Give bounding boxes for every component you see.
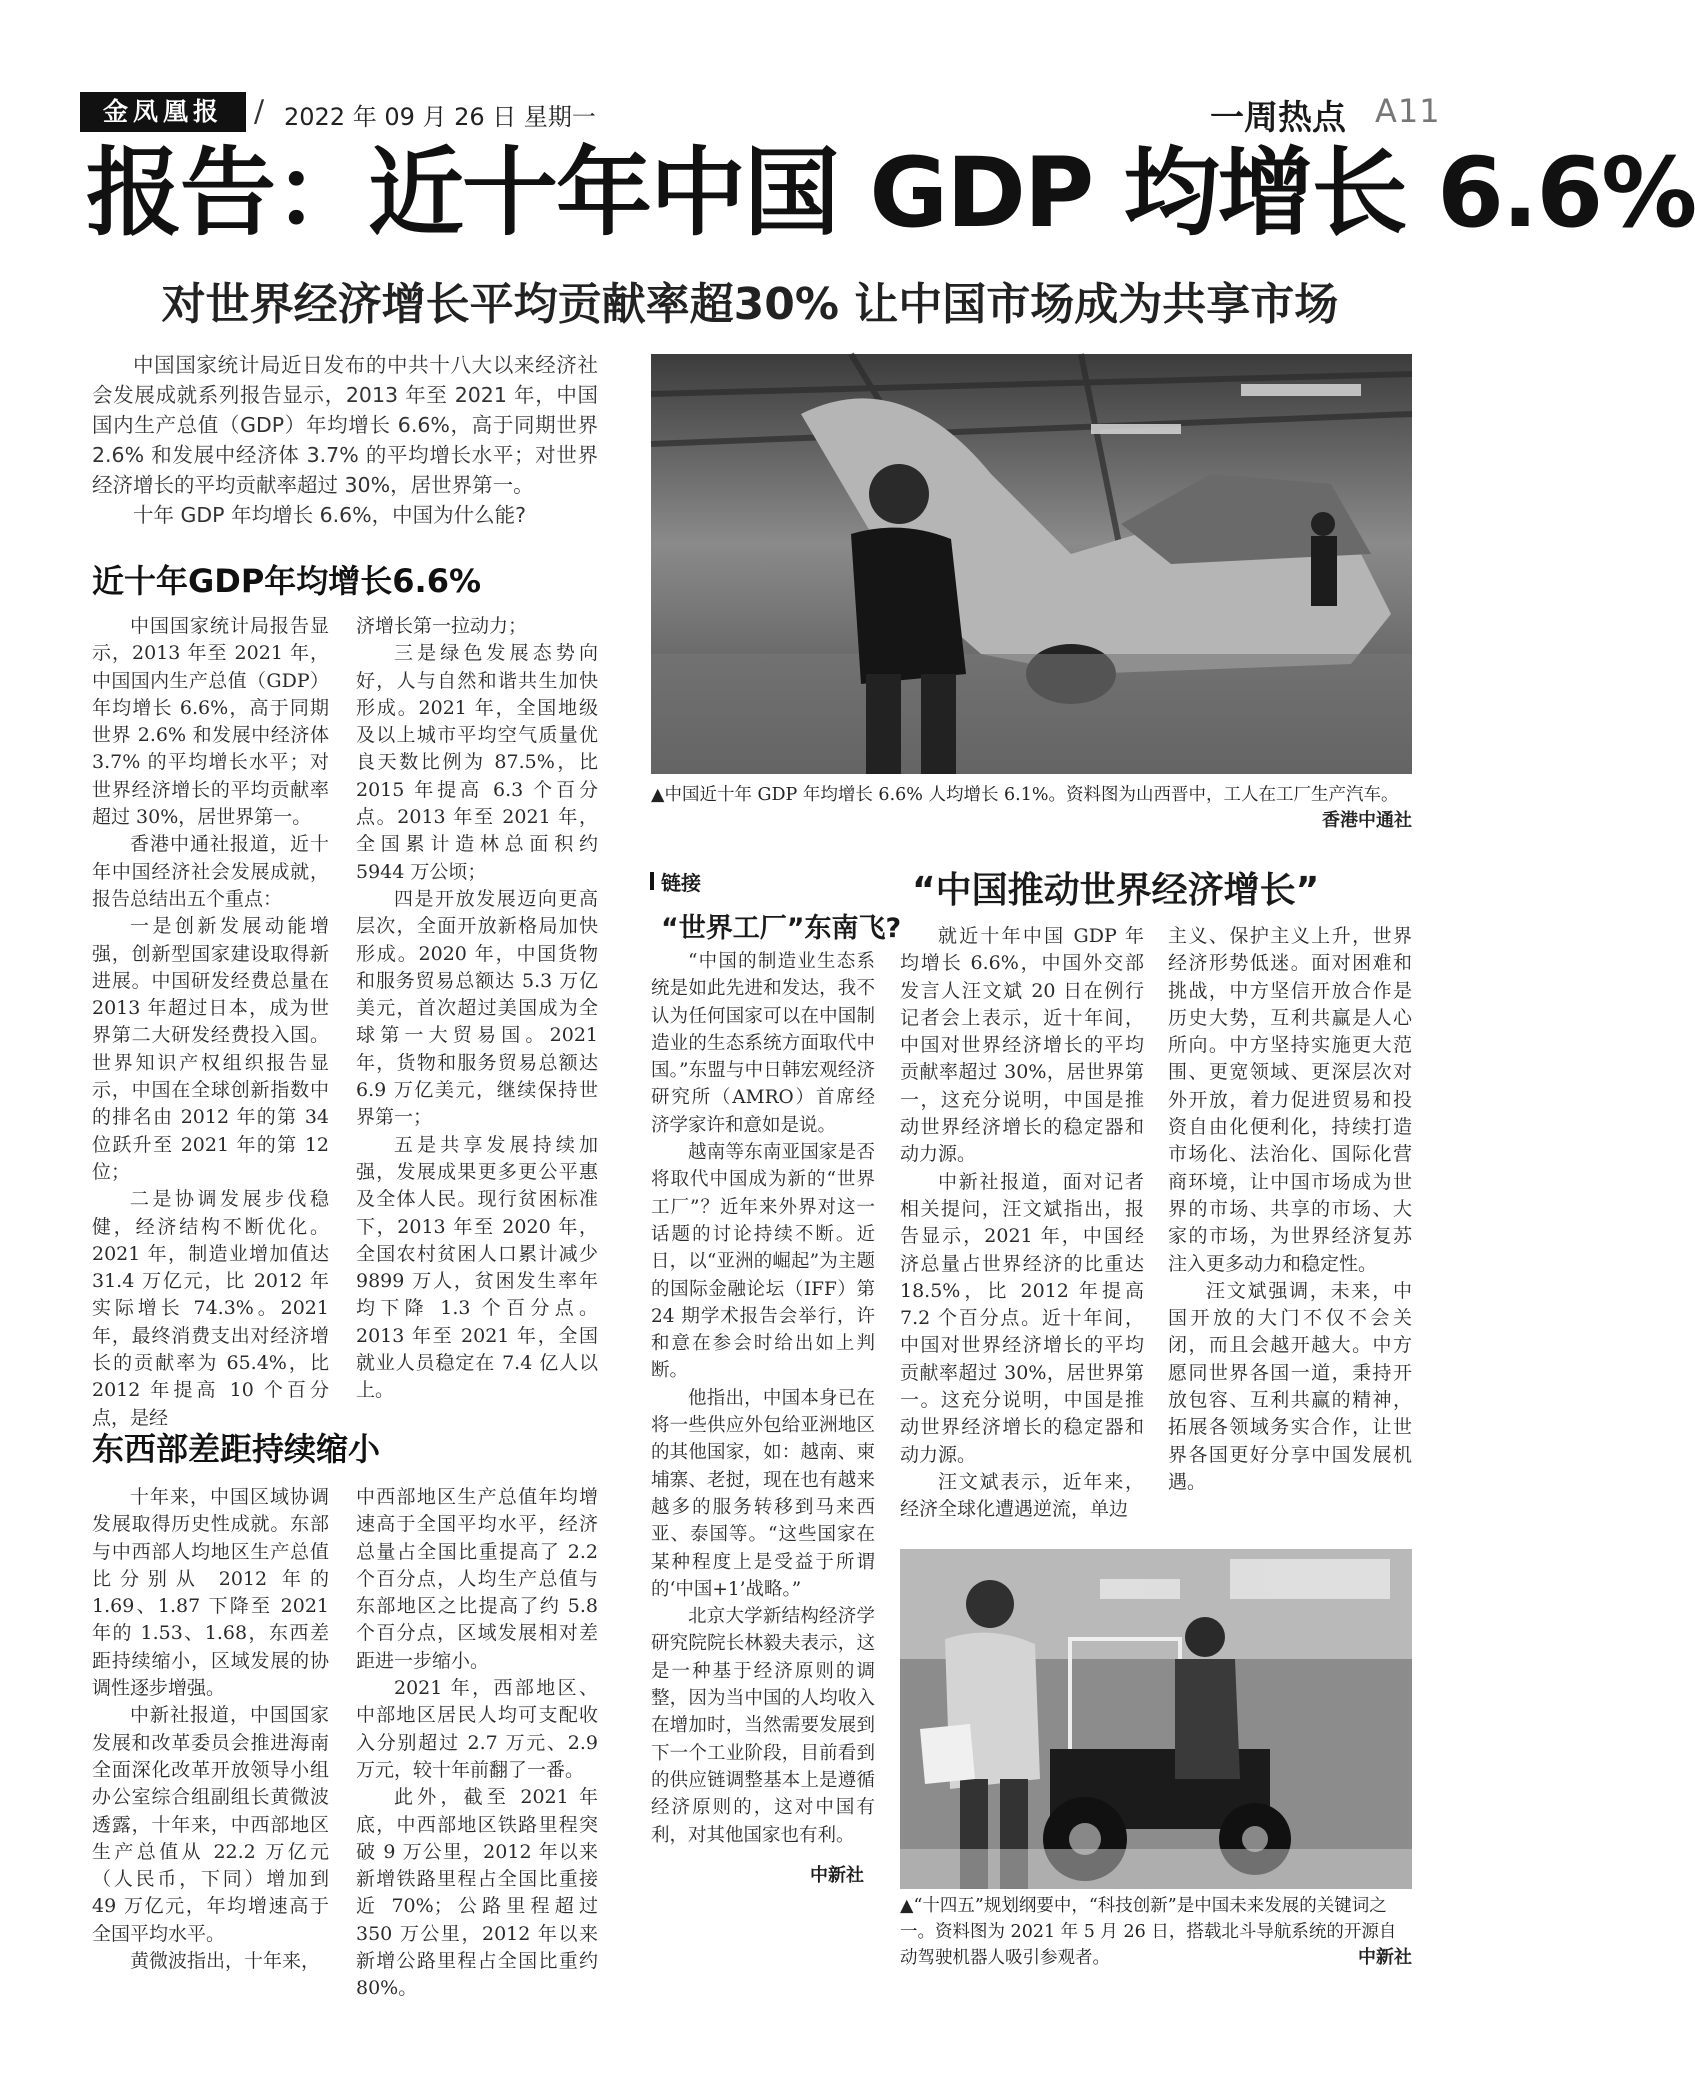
article-paragraph: 中新社报道，面对记者相关提问，汪文斌指出，报告显示，2021 年，中国经济总量占世界经济的比重达 18.5%，比 2012 年提高 7.2 个百分点。近十年间，中国对世界经济增长的平均贡献率超过 30%，居世界第一。这充分说明，中国是推动世界经济增长的稳定器和动力源。 xyxy=(900,1170,1144,1466)
sidebar-paragraph: “中国的制造业生态系统是如此先进和发达，我不认为任何国家可以在中国制造业的生态系统方面取代中国。”东盟与中日韩宏观经济研究所（AMRO）首席经济学家许和意如是说。 xyxy=(651,951,875,1136)
section3-column-right xyxy=(1168,923,1412,1496)
robot-exhibition-image xyxy=(900,1549,1412,1889)
section1-title: 近十年GDP年均增长6.6% xyxy=(92,562,482,600)
section1-column-left xyxy=(92,613,329,1432)
photo2-credit: 中新社 xyxy=(1358,1947,1412,1968)
article-paragraph-continued: 济增长第一拉动力； xyxy=(356,615,528,637)
sidebar-title: “世界工厂”东南飞? xyxy=(661,913,902,944)
photo1-caption-text: ▲中国近十年 GDP 年均增长 6.6% 人均增长 6.1%。资料图为山西晋中，工人在工厂生产汽车。 xyxy=(651,785,1399,805)
article-paragraph: 三是绿色发展态势向好，人与自然和谐共生加快形成。2021 年，全国地级及以上城市平均空气质量优良天数比例为 87.5%，比 2015 年提高 6.3 个百分点。2013 年至 2021 年，全国累计造林总面积约 5944 万公顷； xyxy=(356,642,598,883)
article-paragraph: 一是创新发展动能增强，创新型国家建设取得新进展。中国研发经费总量在 2013 年超过日本，成为世界第二大研发经费投入国。世界知识产权组织报告显示，中国在全球创新指数中的排名由 2012 年的第 34 位跃升至 2021 年的第 12 位； xyxy=(92,915,329,1183)
article-paragraph: 五是共享发展持续加强，发展成果更多更公平惠及全体人民。现行贫困标准下，2013 年至 2020 年，全国农村贫困人口累计减少 9899 万人，贫困发生率年均下降 1.3 个百分点。2013 年至 2021 年，全国就业人员稳定在 7.4 亿人以上。 xyxy=(356,1133,598,1402)
article-paragraph: 十年来，中国区域协调发展取得历史性成就。东部与中西部人均地区生产总值比分别从 2012 年的 1.69、1.87 下降至 2021 年的 1.53、1.68，东西差距持续缩小，区域发展的协调性逐步增强。 xyxy=(92,1486,329,1700)
article-paragraph: 二是协调发展步伐稳健，经济结构不断优化。2021 年，制造业增加值达 31.4 万亿元，比 2012 年实际增长 74.3%。2021 年，最终消费支出对经济增长的贡献率为 65.4%，比 2012 年提高 10 个百分点，是经 xyxy=(92,1188,329,1429)
article-paragraph: 2021 年，西部地区、中部地区居民人均可支配收入分别超过 2.7 万元、2.9 万元，较十年前翻了一番。 xyxy=(356,1677,598,1781)
intro-paragraphs xyxy=(92,350,598,530)
section3-title: “中国推动世界经济增长” xyxy=(912,870,1320,911)
article-paragraph: 汪文斌强调，未来，中国开放的大门不仅不会关闭，而且会越开越大。中方愿同世界各国一道，秉持开放包容、互利共赢的精神，拓展各领域务实合作，让世界各国更好分享中国发展机遇。 xyxy=(1168,1279,1412,1493)
article-paragraph-continued: 主义、保护主义上升，世界经济形势低迷。面对困难和挑战，中方坚信开放合作是历史大势，互利共赢是人心所向。中方坚持实施更大范围、更宽领域、更深层次对外开放，着力促进贸易和投资自由化便利化，持续打造市场化、法治化、国际化营商环境，让中国市场成为世界的市场、共享的市场、大家的市场，为世界经济复苏注入更多动力和稳定性。 xyxy=(1168,925,1412,1275)
section3-column-left xyxy=(900,923,1144,1524)
sidebar-tag: 链接 xyxy=(661,871,701,895)
photo-car-factory xyxy=(651,354,1412,774)
section1-column-right xyxy=(356,613,598,1405)
sidebar-credit: 中新社 xyxy=(810,1865,864,1886)
sidebar-paragraph: 他指出，中国本身已在将一些供应外包给亚洲地区的其他国家，如：越南、柬埔寨、老挝，现在也有越来越多的服务转移到马来西亚、泰国等。“这些国家在某种程度上是受益于所谓的‘中国+1’战略。” xyxy=(651,1387,875,1600)
photo2-caption-text: ▲“十四五”规划纲要中，“科技创新”是中国未来发展的关键词之一。资料图为 2021 年 5 月 26 日，搭载北斗导航系统的开源自动驾驶机器人吸引参观者。 xyxy=(900,1896,1397,1968)
section2-title: 东西部差距持续缩小 xyxy=(92,1430,381,1468)
article-paragraph-continued: 中西部地区生产总值年均增速高于全国平均水平，经济总量占全国比重提高了 2.2 个百分点，人均生产总值与东部地区之比提高了约 5.8 个百分点，区域发展相对差距进一步缩小。 xyxy=(356,1486,598,1672)
section-name: 一周热点 xyxy=(1210,98,1346,138)
article-paragraph: 就近十年中国 GDP 年均增长 6.6%，中国外交部发言人汪文斌 20 日在例行记者会上表示，近十年间，中国对世界经济增长的平均贡献率超过 30%，居世界第一，这充分说明，中国是推动世界经济增长的稳定器和动力源。 xyxy=(900,925,1144,1166)
photo2-caption xyxy=(900,1893,1412,1971)
intro-paragraph: 中国国家统计局近日发布的中共十八大以来经济社会发展成就系列报告显示，2013 年至 2021 年，中国国内生产总值（GDP）年均增长 6.6%，高于同期世界 2.6% 和发展中经济体 3.7% 的平均增长水平；对世界经济增长的平均贡献率超过 30%，居世界第一。 xyxy=(92,353,598,497)
page-number: A11 xyxy=(1375,92,1441,130)
article-paragraph: 黄微波指出，十年来， xyxy=(130,1950,321,1973)
article-paragraph: 中新社报道，中国国家发展和改革委员会推进海南全面深化改革开放领导小组办公室综合组副组长黄微波透露，十年来，中西部地区生产总值从 22.2 万亿元（人民币，下同）增加到 49 万亿元，年均增速高于全国平均水平。 xyxy=(92,1704,329,1945)
car-factory-image xyxy=(651,354,1412,774)
sidebar-tag-marker xyxy=(650,872,654,890)
sidebar-paragraph: 北京大学新结构经济学研究院院长林毅夫表示，这是一种基于经济原则的调整，因为当中国的人均收入在增加时，当然需要发展到下一个工业阶段，目前看到的供应链调整基本上是遵循经济原则的，这对中国有利，对其他国家也有利。 xyxy=(651,1606,875,1846)
photo-autonomous-robot xyxy=(900,1549,1412,1889)
sidebar-paragraph: 越南等东南亚国家是否将取代中国成为新的“世界工厂”？近年来外界对这一话题的讨论持续不断。近日，以“亚洲的崛起”为主题的国际金融论坛（IFF）第 24 期学术报告会举行，许和意在参会时给出如上判断。 xyxy=(651,1142,875,1382)
article-paragraph: 四是开放发展迈向更高层次，全面开放新格局加快形成。2020 年，中国货物和服务贸易总额达 5.3 万亿美元，首次超过美国成为全球第一大贸易国。2021 年，货物和服务贸易总额达 6.9 万亿美元，继续保持世界第一； xyxy=(356,887,598,1129)
section2-column-right xyxy=(356,1484,598,2003)
photo1-caption xyxy=(651,782,1412,834)
article-paragraph: 此外，截至 2021 年底，中西部地区铁路里程突破 9 万公里，2012 年以来新增铁路里程占全国比重接近 70%；公路里程超过 350 万公里，2012 年以来新增公路里程占全国比重约 80%。 xyxy=(356,1786,598,2000)
article-paragraph: 香港中通社报道，近十年中国经济社会发展成就，报告总结出五个重点： xyxy=(92,833,329,910)
article-paragraph: 汪文斌表示，近年来，经济全球化遭遇逆流，单边 xyxy=(900,1470,1144,1521)
intro-paragraph: 十年 GDP 年均增长 6.6%，中国为什么能? xyxy=(133,503,527,527)
sidebar-body xyxy=(651,948,875,1849)
issue-date: 2022 年 09 月 26 日 星期一 xyxy=(284,103,596,131)
main-headline: 报告：近十年中国 GDP 均增长 6.6% xyxy=(86,137,1695,249)
masthead-divider: / xyxy=(254,94,265,129)
newspaper-logo: 金凤凰报 xyxy=(80,92,246,132)
sub-headline: 对世界经济增长平均贡献率超30% 让中国市场成为共享市场 xyxy=(161,279,1339,330)
section2-column-left xyxy=(92,1484,329,1975)
article-paragraph: 中国国家统计局报告显示，2013 年至 2021 年，中国国内生产总值（GDP）年均增长 6.6%，高于同期世界 2.6% 和发展中经济体 3.7% 的平均增长水平；对世界经济增长的平均贡献率超过 30%，居世界第一。 xyxy=(92,615,329,829)
photo1-credit: 香港中通社 xyxy=(1322,810,1412,831)
